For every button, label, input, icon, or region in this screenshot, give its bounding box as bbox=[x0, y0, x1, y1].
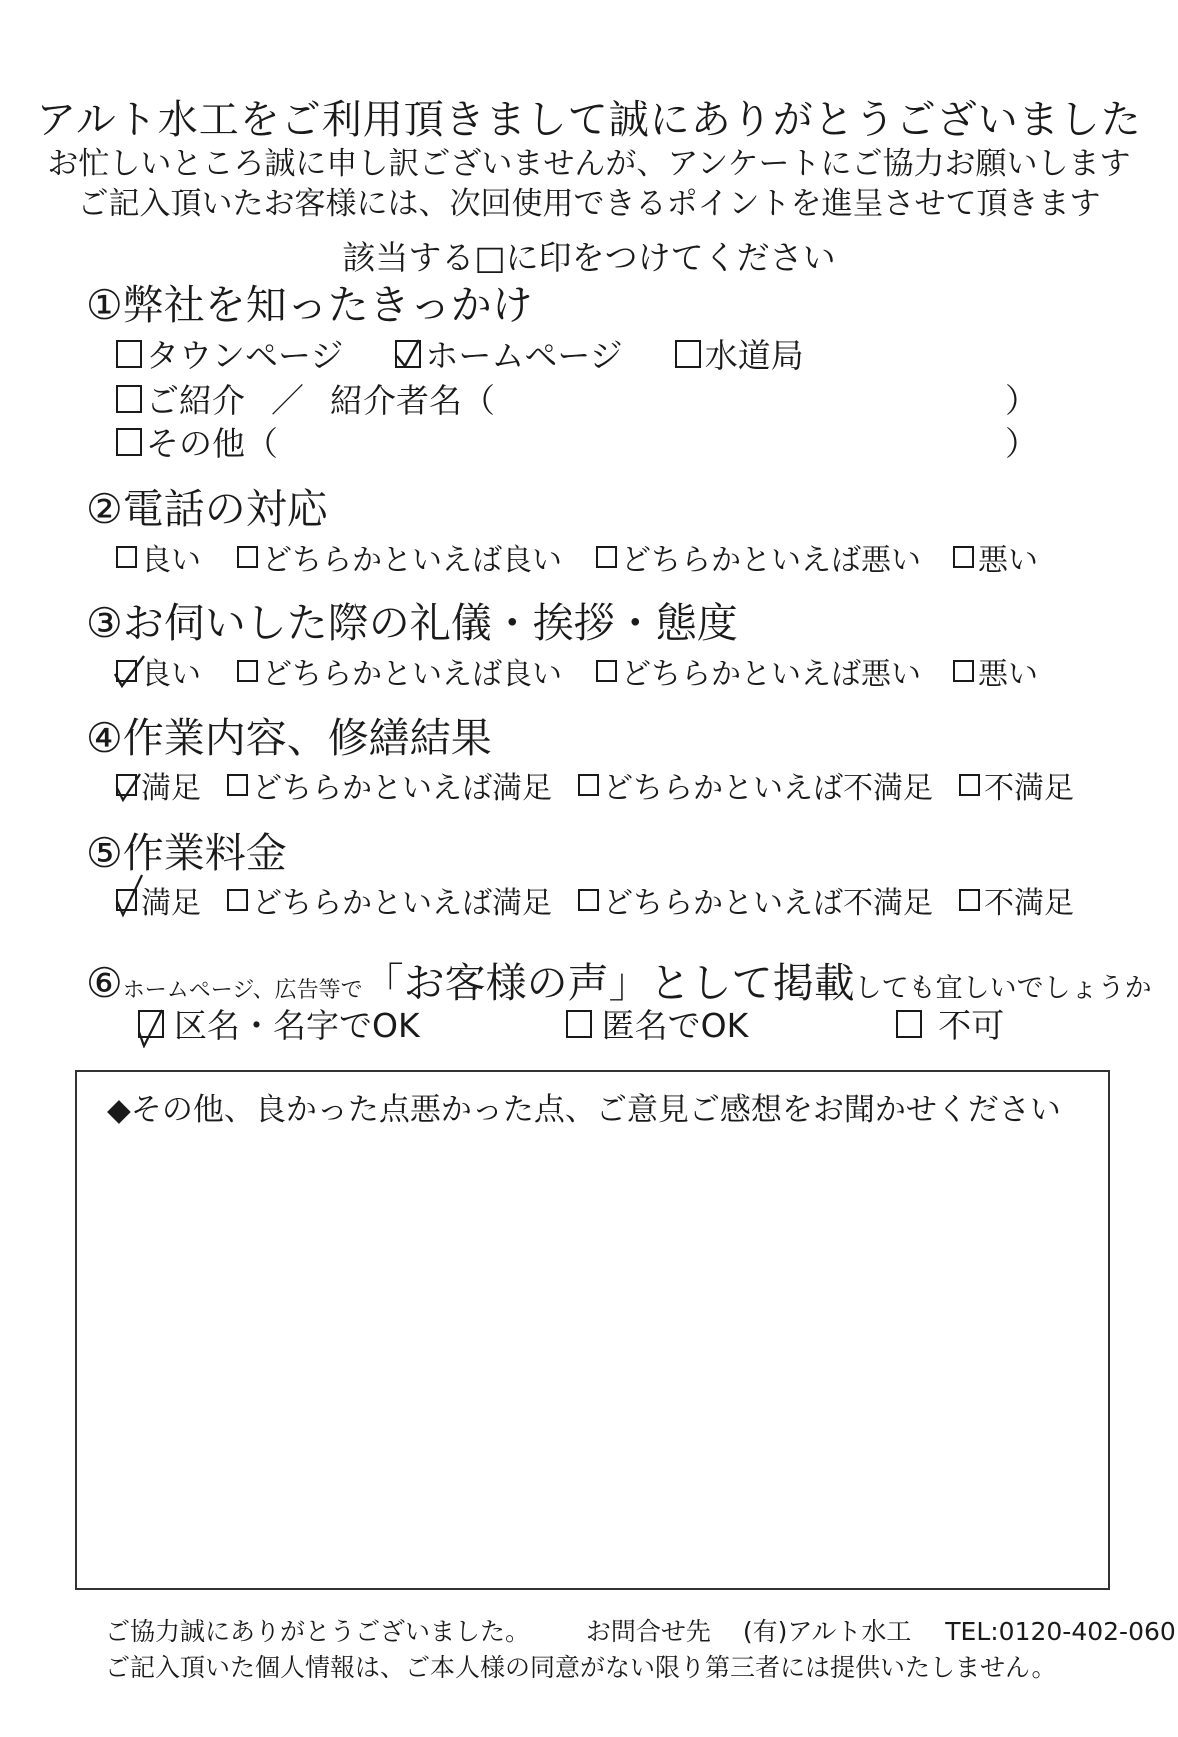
q6-option-not-allowed[interactable] bbox=[896, 1000, 1004, 1047]
option-label: どちらかといえば不満足 bbox=[603, 886, 933, 921]
q3-option-bad[interactable] bbox=[953, 649, 1038, 693]
q1-other-row bbox=[116, 418, 278, 465]
option-label: どちらかといえば悪い bbox=[621, 657, 921, 692]
option-label: 良い bbox=[141, 543, 201, 578]
q4-title: ④作業内容、修繕結果 bbox=[86, 714, 492, 762]
survey-intro-line-2: ご記入頂いたお客様には、次回使用できるポイントを進呈させて頂きます bbox=[77, 186, 1101, 222]
q6-options-row bbox=[138, 1000, 1004, 1047]
q3-title: ③お伺いした際の礼儀・挨拶・態度 bbox=[86, 599, 738, 647]
checkbox[interactable] bbox=[237, 660, 258, 682]
checkbox[interactable] bbox=[959, 889, 980, 911]
checkbox-checked[interactable] bbox=[116, 774, 137, 796]
comment-box[interactable] bbox=[75, 1070, 1110, 1590]
option-label: タウンページ bbox=[146, 336, 344, 375]
checkbox[interactable] bbox=[953, 660, 974, 682]
check-mark-icon bbox=[114, 772, 142, 802]
checkbox[interactable] bbox=[596, 546, 617, 568]
checkbox-checked[interactable] bbox=[395, 340, 421, 368]
option-label: 区名・名字でOK bbox=[174, 1006, 420, 1045]
slash: ／ bbox=[271, 381, 304, 420]
q2-option-bad[interactable] bbox=[953, 535, 1038, 579]
checkbox[interactable] bbox=[116, 340, 142, 368]
footer-privacy: ご記入頂いた個人情報は、ご本人様の同意がない限り第三者には提供いたしません。 bbox=[105, 1653, 1057, 1682]
option-label: その他（ bbox=[146, 424, 278, 463]
option-label: 満足 bbox=[141, 771, 201, 806]
q4-options-row bbox=[116, 763, 1074, 807]
checkbox[interactable] bbox=[237, 546, 258, 568]
q2-option-fairly-bad[interactable] bbox=[596, 535, 921, 579]
q5-option-fairly-satisfied[interactable] bbox=[227, 878, 552, 922]
option-label: 満足 bbox=[141, 886, 201, 921]
check-mark-icon bbox=[393, 338, 423, 370]
q6-option-anonymous-ok[interactable] bbox=[566, 1000, 749, 1047]
option-label: どちらかといえば良い bbox=[262, 657, 562, 692]
comment-label: ◆その他、良かった点悪かった点、ご意見ご感想をお聞かせください bbox=[107, 1092, 1061, 1128]
option-label: どちらかといえば悪い bbox=[621, 543, 921, 578]
footer-thanks: ご協力誠にありがとうございました。 bbox=[105, 1617, 531, 1646]
referrer-close-paren: ） bbox=[1005, 381, 1038, 420]
q1-option-other[interactable] bbox=[116, 418, 278, 465]
q3-option-good[interactable] bbox=[116, 649, 201, 693]
checkbox-checked[interactable] bbox=[138, 1010, 164, 1038]
option-label: どちらかといえば不満足 bbox=[603, 771, 933, 806]
q1-option-waterworks[interactable] bbox=[675, 330, 804, 377]
q5-option-satisfied[interactable] bbox=[116, 878, 201, 922]
q1-option-homepage[interactable] bbox=[395, 330, 622, 377]
q4-option-fairly-dissatisfied[interactable] bbox=[578, 763, 933, 807]
check-mark-icon bbox=[136, 1008, 166, 1048]
q6-suffix: しても宜しいでしょうか bbox=[854, 973, 1152, 1004]
q5-title: ⑤作業料金 bbox=[86, 829, 287, 877]
q3-options-row bbox=[116, 649, 1038, 693]
referrer-name-label: 紹介者名（ bbox=[330, 381, 495, 420]
checkbox[interactable] bbox=[578, 774, 599, 796]
q6-number: ⑥ bbox=[86, 959, 123, 1007]
checkbox[interactable] bbox=[578, 889, 599, 911]
checkbox-checked[interactable] bbox=[116, 660, 137, 682]
q1-option-townpage[interactable] bbox=[116, 330, 343, 377]
footer-contact-line bbox=[105, 1612, 1176, 1648]
option-label: 悪い bbox=[978, 543, 1038, 578]
checkbox[interactable] bbox=[116, 428, 142, 456]
checkbox[interactable] bbox=[959, 774, 980, 796]
q2-options-row bbox=[116, 535, 1038, 579]
q6-option-name-ok[interactable] bbox=[138, 1000, 420, 1047]
checkbox[interactable] bbox=[675, 340, 701, 368]
footer-tel: TEL:0120-402-060 bbox=[945, 1617, 1176, 1646]
option-label: ホームページ bbox=[425, 336, 623, 375]
q1-option-referral[interactable] bbox=[116, 375, 245, 422]
other-close-paren: ） bbox=[1005, 424, 1038, 463]
survey-intro-line-1: お忙しいところ誠に申し訳ございませんが、アンケートにご協力お願いします bbox=[47, 146, 1131, 182]
q1-title: ①弊社を知ったきっかけ bbox=[86, 281, 533, 329]
option-label: 悪い bbox=[978, 657, 1038, 692]
q5-options-row bbox=[116, 878, 1074, 922]
checkbox[interactable] bbox=[116, 546, 137, 568]
option-label: 良い bbox=[141, 657, 201, 692]
option-label: 不満足 bbox=[984, 886, 1074, 921]
q2-title: ②電話の対応 bbox=[86, 485, 328, 533]
option-label: 匿名でOK bbox=[601, 1006, 749, 1045]
instruction: 該当する□に印をつけてください bbox=[342, 238, 836, 277]
checkbox[interactable] bbox=[227, 774, 248, 796]
q1-options-row bbox=[116, 330, 804, 377]
footer-company: (有)アルト水工 bbox=[742, 1617, 912, 1646]
option-label: どちらかといえば満足 bbox=[252, 771, 552, 806]
checkbox[interactable] bbox=[566, 1010, 592, 1038]
q4-option-satisfied[interactable] bbox=[116, 763, 201, 807]
option-label: 水道局 bbox=[704, 336, 804, 375]
option-label: どちらかといえば満足 bbox=[252, 886, 552, 921]
option-label: ご紹介 bbox=[146, 381, 245, 420]
option-label: 不満足 bbox=[984, 771, 1074, 806]
option-label: どちらかといえば良い bbox=[262, 543, 562, 578]
survey-title: アルト水工をご利用頂きまして誠にありがとうございました bbox=[36, 97, 1142, 143]
checkbox[interactable] bbox=[116, 385, 142, 413]
q2-option-good[interactable] bbox=[116, 535, 201, 579]
q4-option-fairly-satisfied[interactable] bbox=[227, 763, 552, 807]
q3-option-fairly-bad[interactable] bbox=[596, 649, 921, 693]
checkbox[interactable] bbox=[953, 546, 974, 568]
checkbox[interactable] bbox=[227, 889, 248, 911]
footer-contact-label: お問合せ先 bbox=[585, 1617, 711, 1646]
checkbox-checked[interactable] bbox=[116, 889, 137, 911]
q5-option-dissatisfied[interactable] bbox=[959, 878, 1074, 922]
q1-referral-row bbox=[116, 375, 495, 422]
q6-prefix: ホームページ、広告等で bbox=[122, 978, 363, 1003]
checkbox[interactable] bbox=[896, 1010, 922, 1038]
q2-option-fairly-good[interactable] bbox=[237, 535, 562, 579]
q3-option-fairly-good[interactable] bbox=[237, 649, 562, 693]
q6-quote: 「お客様の声」として掲載 bbox=[362, 959, 855, 1007]
option-label: 不可 bbox=[938, 1006, 1005, 1045]
q5-option-fairly-dissatisfied[interactable] bbox=[578, 878, 933, 922]
q4-option-dissatisfied[interactable] bbox=[959, 763, 1074, 807]
checkbox[interactable] bbox=[596, 660, 617, 682]
